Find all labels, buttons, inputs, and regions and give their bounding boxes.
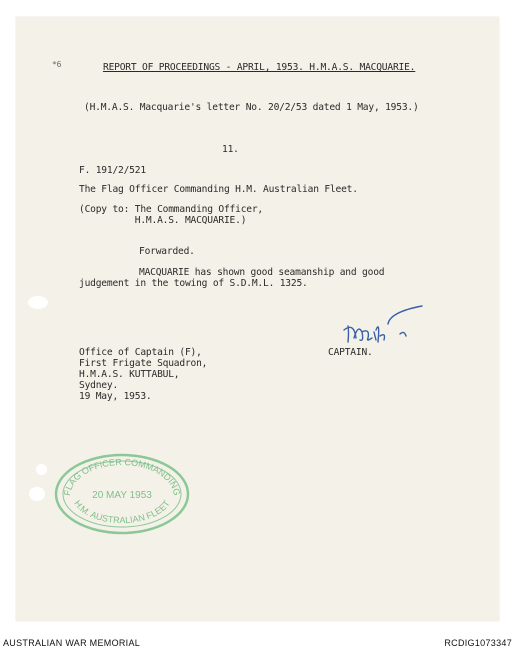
- forwarded-text: Forwarded.: [139, 246, 195, 257]
- footer-left: AUSTRALIAN WAR MEMORIAL: [3, 638, 141, 648]
- stamp-top-text: FLAG OFFICER COMMANDING: [61, 456, 183, 497]
- reference-line: (H.M.A.S. Macquarie's letter No. 20/2/53 dated 1 May, 1953.): [84, 102, 419, 113]
- file-reference: F. 191/2/521: [79, 165, 146, 176]
- body-text: judgement in the towing of S.D.M.L. 1325.: [79, 278, 308, 289]
- office-address-line: H.M.A.S. KUTTABUL,: [79, 369, 180, 380]
- punch-hole: [28, 296, 48, 309]
- body-text: MACQUARIE has shown good seamanship and good: [139, 267, 385, 278]
- footer-right: RCDIG1073347: [444, 638, 512, 648]
- office-address-line: Office of Captain (F),: [79, 347, 202, 358]
- stamp-bottom-text: H.M. AUSTRALIAN FLEET: [72, 498, 172, 526]
- signature-title: CAPTAIN.: [328, 347, 373, 358]
- copy-to-line: H.M.A.S. MACQUARIE.): [79, 215, 247, 226]
- signature: [340, 302, 430, 348]
- handwritten-mark: *6: [52, 60, 62, 69]
- page-number: 11.: [222, 144, 239, 155]
- punch-hole: [29, 487, 45, 501]
- office-address-line: First Frigate Squadron,: [79, 358, 208, 369]
- page-title: REPORT OF PROCEEDINGS - APRIL, 1953. H.M.A.S. MACQUARIE.: [103, 62, 416, 73]
- addressee: The Flag Officer Commanding H.M. Australian Fleet.: [79, 184, 358, 195]
- copy-to-line: (Copy to: The Commanding Officer,: [79, 204, 264, 215]
- office-address-line: Sydney.: [79, 380, 119, 391]
- stamp-date: 20 MAY 1953: [92, 490, 152, 501]
- punch-hole: [36, 464, 47, 475]
- office-address-line: 19 May, 1953.: [79, 391, 152, 402]
- receipt-stamp: [54, 453, 190, 535]
